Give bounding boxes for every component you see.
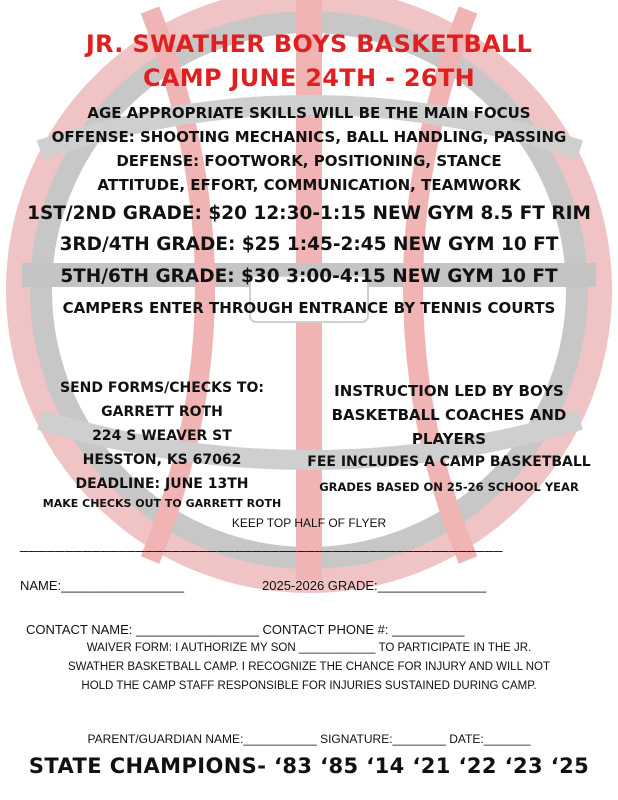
send-forms-street: 224 S WEAVER ST bbox=[92, 428, 232, 444]
waiver-line-2: SWATHER BASKETBALL CAMP. I RECOGNIZE THE CHANCE FOR INJURY AND WILL NOT bbox=[67, 661, 551, 673]
schedule-grade-5-6: 5TH/6TH GRADE: $30 3:00-4:15 NEW GYM 10 FT bbox=[60, 266, 558, 287]
grades-note: GRADES BASED ON 25-26 SCHOOL YEAR bbox=[319, 480, 579, 494]
send-forms-city: HESSTON, KS 67062 bbox=[82, 452, 242, 468]
instruction-block bbox=[296, 382, 602, 512]
keep-top-note: KEEP TOP HALF OF FLYER bbox=[231, 516, 387, 530]
waiver-line-1: WAIVER FORM: I AUTHORIZE MY SON ____________ TO PARTICIPATE IN THE JR. bbox=[86, 642, 532, 654]
cut-line: ______________________________________________________ bbox=[20, 536, 503, 553]
schedule-grade-3-4: 3RD/4TH GRADE: $25 1:45-2:45 NEW GYM 10 FT bbox=[59, 234, 559, 255]
focus-line-1: AGE APPROPRIATE SKILLS WILL BE THE MAIN FOCUS bbox=[87, 104, 531, 122]
schedule-grade-1-2: 1ST/2ND GRADE: $20 12:30-1:15 NEW GYM 8.5 FT RIM bbox=[27, 203, 591, 224]
instruction-line-1: INSTRUCTION LED BY BOYS bbox=[334, 382, 564, 400]
title-line-1: JR. SWATHER BOYS BASKETBALL bbox=[85, 30, 533, 58]
send-forms-heading: SEND FORMS/CHECKS TO: bbox=[60, 380, 264, 396]
focus-line-4: ATTITUDE, EFFORT, COMMUNICATION, TEAMWORK bbox=[97, 176, 521, 194]
instruction-line-3: PLAYERS bbox=[411, 430, 487, 448]
name-field[interactable]: NAME:_________________ bbox=[20, 578, 185, 593]
grade-field[interactable]: 2025-2026 GRADE:_______________ bbox=[262, 578, 487, 593]
send-forms-name: GARRETT ROTH bbox=[101, 404, 223, 420]
instruction-line-2: BASKETBALL COACHES AND bbox=[331, 406, 567, 424]
contact-fields[interactable]: CONTACT NAME: _________________ CONTACT PHONE #: __________ bbox=[26, 622, 465, 637]
focus-line-2: OFFENSE: SHOOTING MECHANICS, BALL HANDLING, PASSING bbox=[51, 128, 567, 146]
send-forms-deadline: DEADLINE: JUNE 13TH bbox=[75, 476, 249, 492]
waiver-line-3: HOLD THE CAMP STAFF RESPONSIBLE FOR INJURIES SUSTAINED DURING CAMP. bbox=[81, 680, 537, 692]
state-champions-footer: STATE CHAMPIONS- ‘83 ‘85 ‘14 ‘21 ‘22 ‘23 ‘25 bbox=[28, 754, 590, 778]
send-forms-checks: MAKE CHECKS OUT TO GARRETT ROTH bbox=[42, 497, 282, 510]
fee-note: FEE INCLUDES A CAMP BASKETBALL bbox=[307, 454, 591, 470]
entrance-note: CAMPERS ENTER THROUGH ENTRANCE BY TENNIS COURTS bbox=[62, 299, 556, 317]
send-forms-block bbox=[22, 380, 302, 510]
title-line-2: CAMP JUNE 24TH - 26TH bbox=[143, 64, 475, 92]
signature-line[interactable]: PARENT/GUARDIAN NAME:___________ SIGNATURE:________ DATE:_______ bbox=[87, 732, 531, 746]
focus-line-3: DEFENSE: FOOTWORK, POSITIONING, STANCE bbox=[116, 152, 502, 170]
